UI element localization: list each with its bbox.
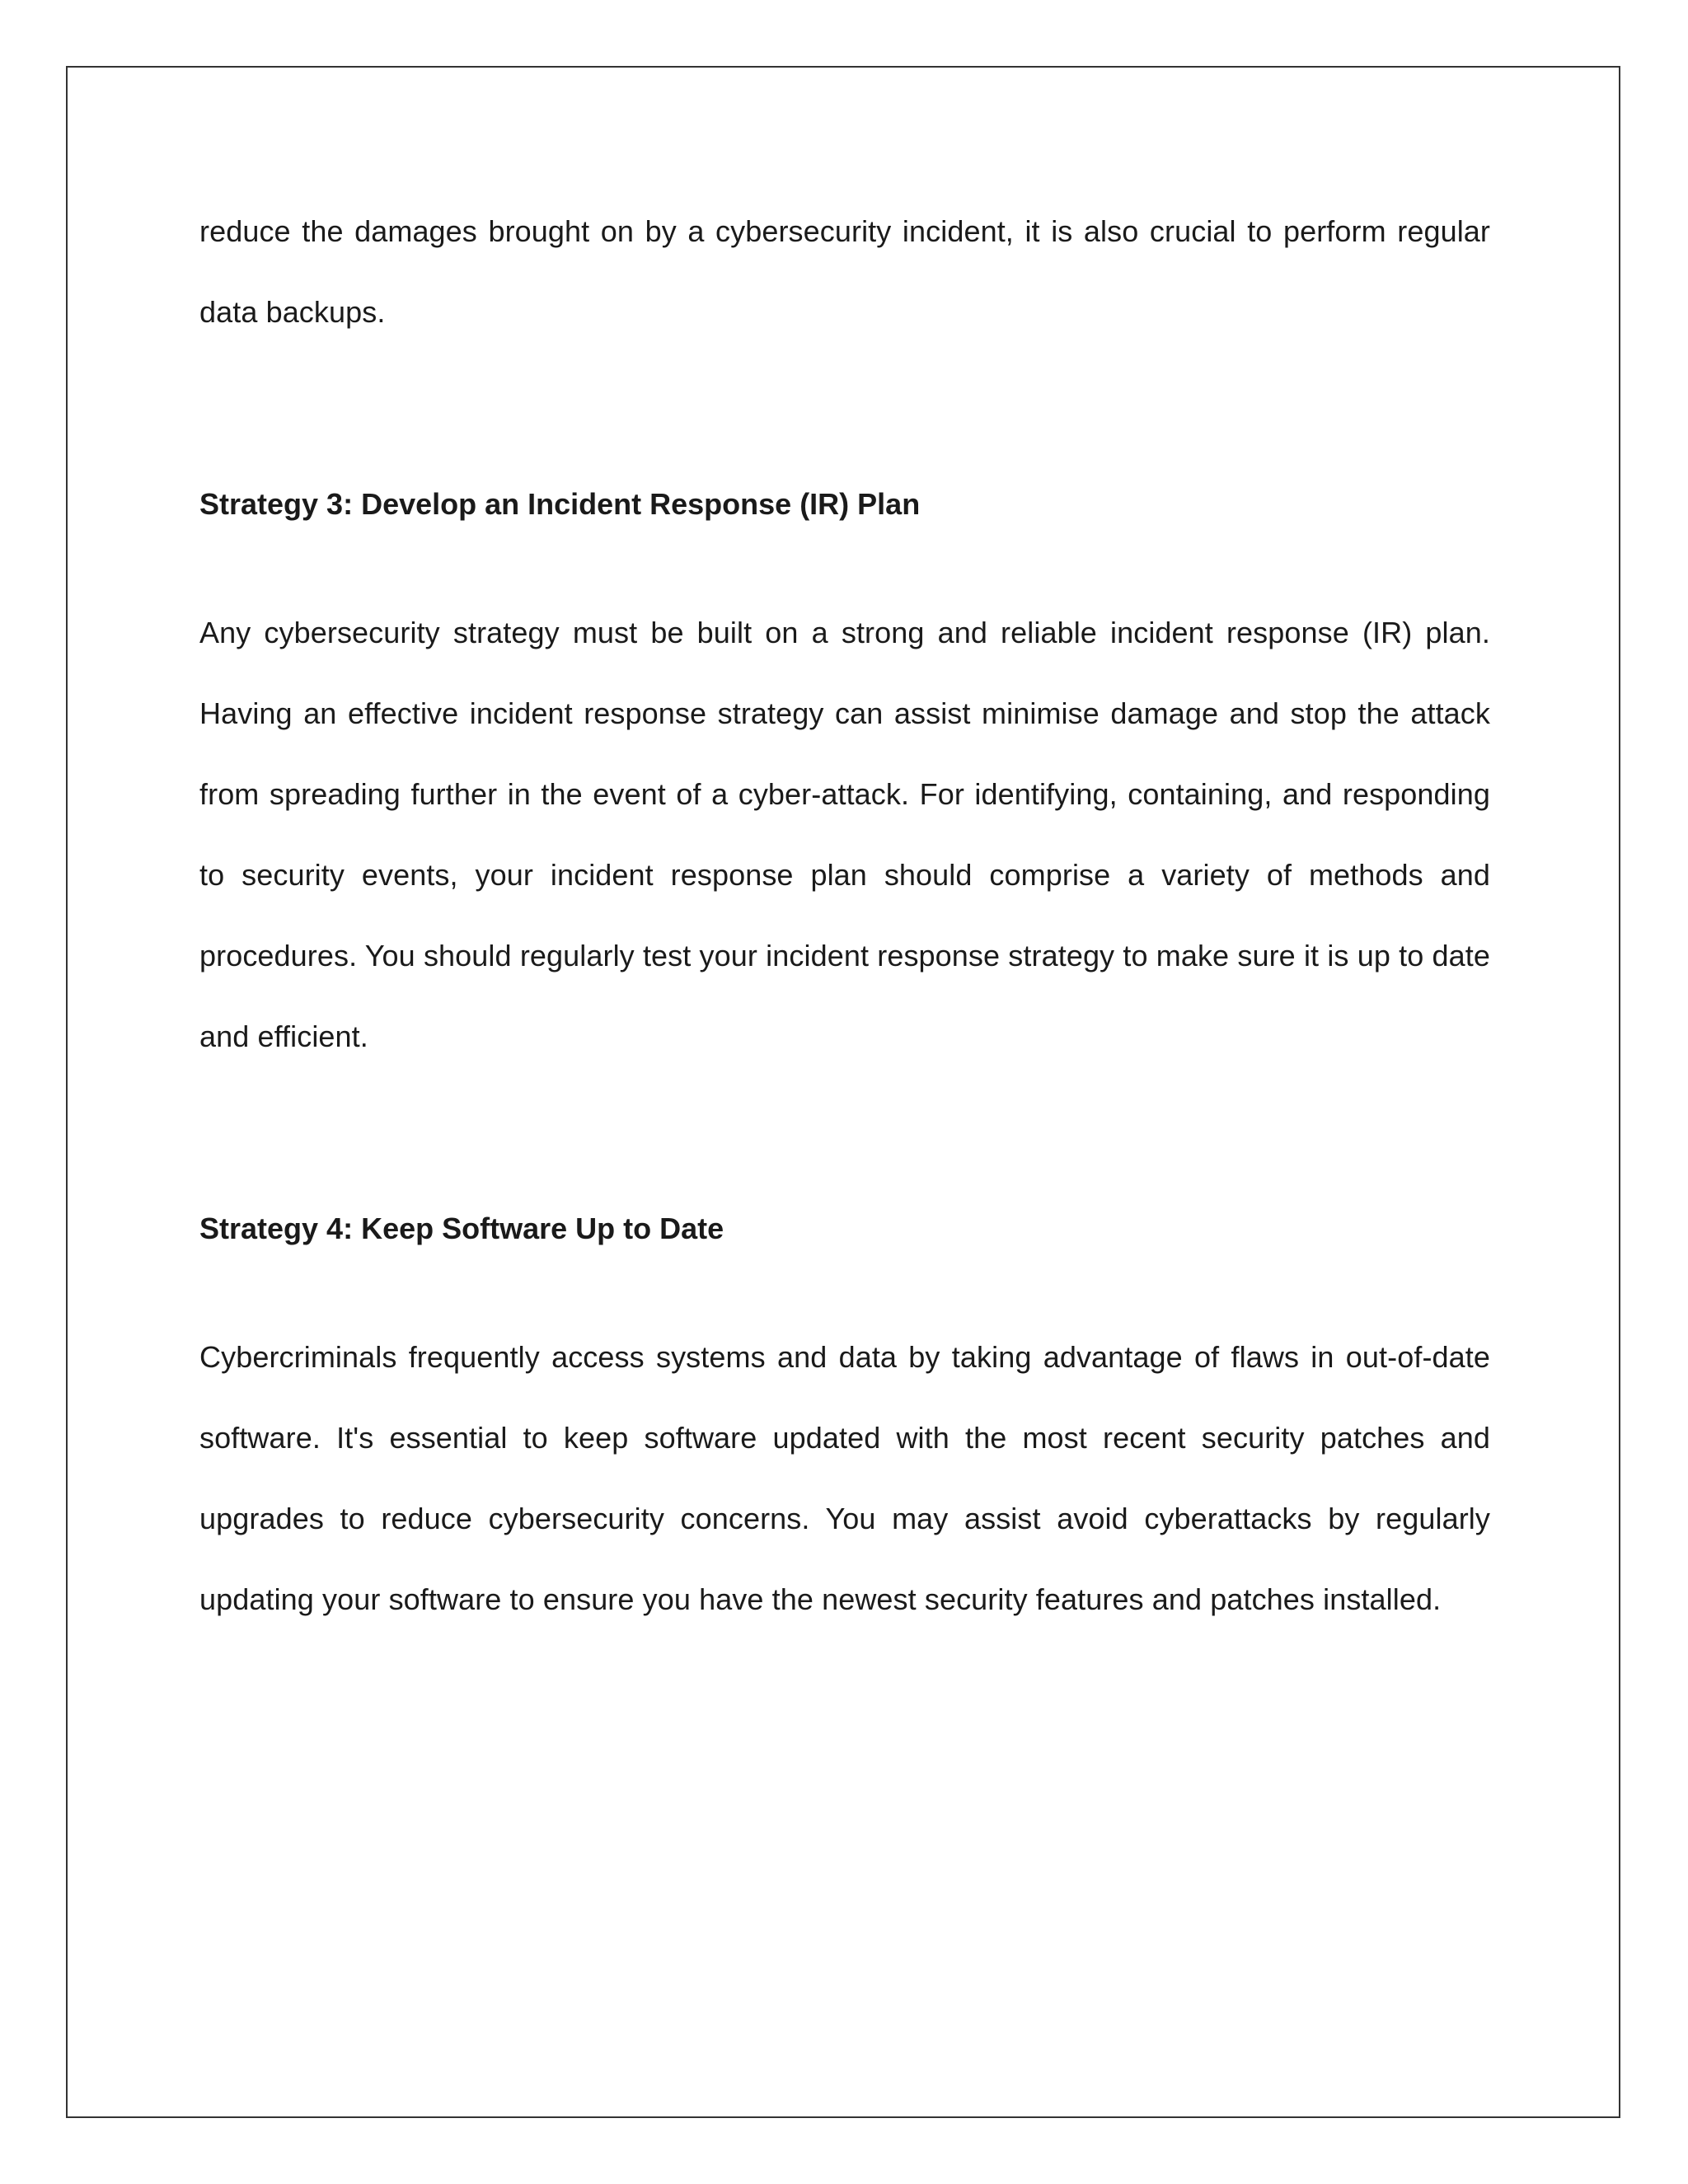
spacer [199,1269,1490,1317]
spacer [199,1077,1490,1188]
spacer [199,545,1490,593]
intro-paragraph: reduce the damages brought on by a cybersecurity incident, it is also crucial to perform regular data backups. [199,214,1490,329]
section-body-strategy-3: Any cybersecurity strategy must be built on a strong and reliable incident response (IR) plan. Having an effective incident response strategy can assist minimise damage and stop the attack from spreading further in the event of a cyber-attack. For identifying, containing, and responding to security events, your incident response plan should comprise a variety of methods and procedures. You should regularly test your incident response strategy to make sure it is up to date and efficient. [199,616,1490,1053]
section-heading-strategy-3: Strategy 3: Develop an Incident Response (IR) Plan [199,487,921,521]
section-body-strategy-4: Cybercriminals frequently access systems and data by taking advantage of flaws in out-of-date software. It's essential to keep software updated with the most recent security patches and upgrades to reduce cybersecurity concerns. You may assist avoid cyberattacks by regularly updating your software to ensure you have the newest security features and patches installed. [199,1340,1490,1616]
section-heading-strategy-4: Strategy 4: Keep Software Up to Date [199,1212,724,1245]
document-body [199,191,1490,1640]
spacer [199,353,1490,464]
